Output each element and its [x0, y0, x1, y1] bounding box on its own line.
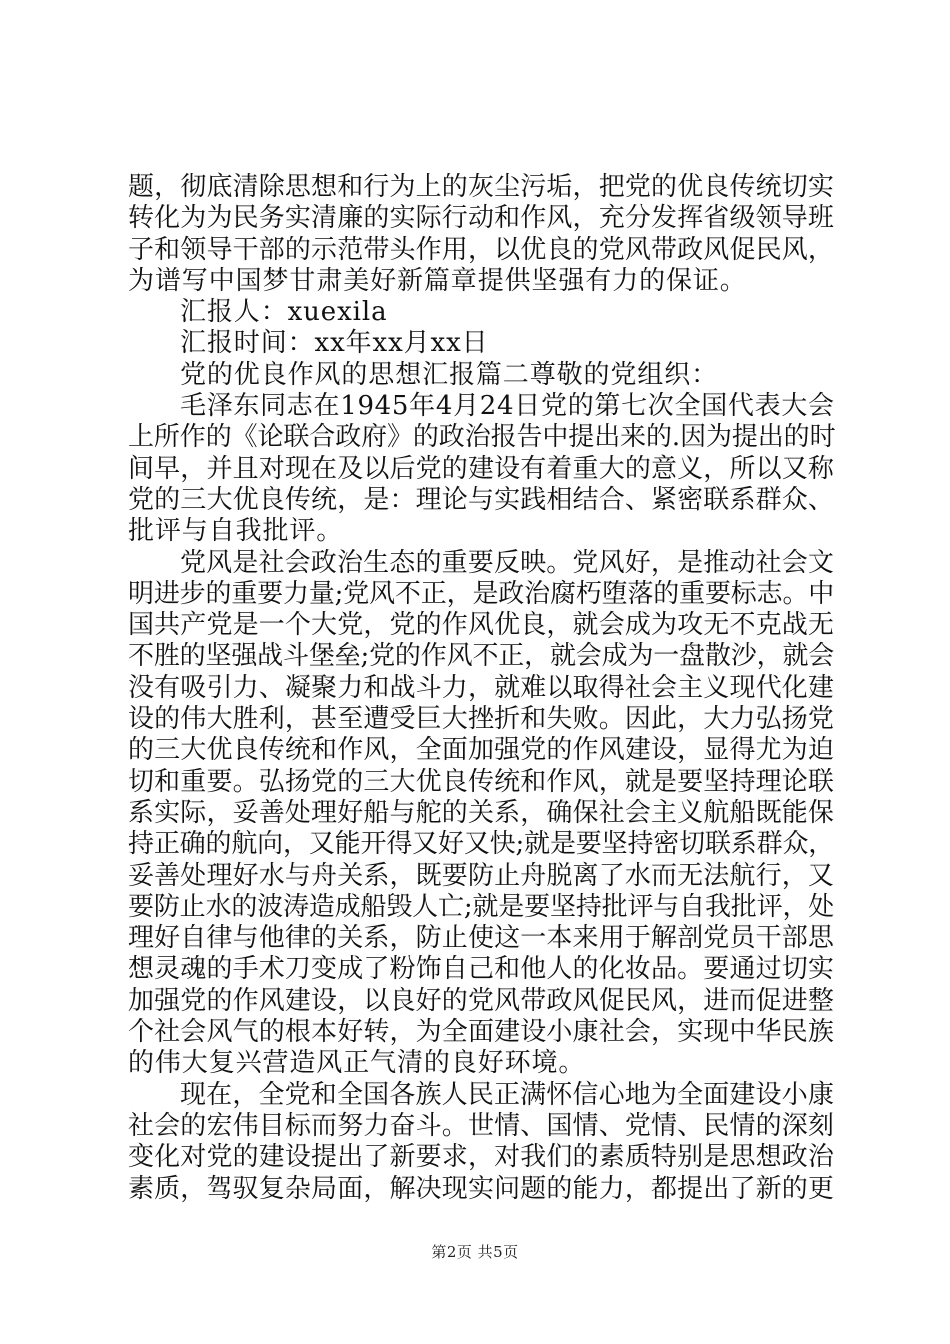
text-line: 间早，并且对现在及以后党的建设有着重大的意义，所以又称: [128, 453, 834, 484]
text-line: 转化为为民务实清廉的实际行动和作风，充分发挥省级领导班: [128, 203, 834, 234]
text-line: 持正确的航向，又能开得又好又快;就是要坚持密切联系群众，: [128, 829, 834, 860]
text-line: 不胜的坚强战斗堡垒;党的作风不正，就会成为一盘散沙，就会: [128, 641, 834, 672]
text-line: 系实际，妥善处理好船与舵的关系，确保社会主义航船既能保: [128, 797, 834, 828]
text-line: 理好自律与他律的关系，防止使这一本来用于解剖党员干部思: [128, 923, 834, 954]
text-line: 上所作的《论联合政府》的政治报告中提出来的.因为提出的时: [128, 422, 836, 453]
text-line: 党风是社会政治生态的重要反映。党风好，是推动社会文: [180, 547, 834, 578]
text-line: 设的伟大胜利，甚至遭受巨大挫折和失败。因此，大力弘扬党: [128, 704, 834, 735]
text-line: 汇报时间：xx年xx月xx日: [180, 328, 489, 359]
text-line: 党的优良作风的思想汇报篇二尊敬的党组织：: [180, 359, 719, 390]
text-line: 题，彻底清除思想和行为上的灰尘污垢，把党的优良传统切实: [128, 172, 834, 202]
text-line: 的伟大复兴营造风正气清的良好环境。: [128, 1048, 586, 1079]
text-line: 批评与自我批评。: [128, 516, 344, 547]
text-line: 素质，驾驭复杂局面，解决现实问题的能力，都提出了新的更: [128, 1173, 834, 1204]
text-line: 想灵魂的手术刀变成了粉饰自己和他人的化妆品。要通过切实: [128, 954, 834, 985]
text-line: 要防止水的波涛造成船毁人亡;就是要坚持批评与自我批评，处: [128, 891, 834, 922]
text-line: 国共产党是一个大党，党的作风优良，就会成为攻无不克战无: [128, 610, 834, 641]
text-line: 现在，全党和全国各族人民正满怀信心地为全面建设小康: [180, 1079, 834, 1110]
text-line: 变化对党的建设提出了新要求，对我们的素质特别是思想政治: [128, 1142, 834, 1173]
text-line: 子和领导干部的示范带头作用，以优良的党风带政风促民风，: [128, 234, 834, 265]
text-line: 切和重要。弘扬党的三大优良传统和作风，就是要坚持理论联: [128, 766, 834, 797]
text-line: 为谱写中国梦甘肃美好新篇章提供坚强有力的保证。: [128, 265, 747, 296]
text-line: 党的三大优良传统，是：理论与实践相结合、紧密联系群众、: [128, 484, 834, 515]
text-line: 毛泽东同志在1945年4月24日党的第七次全国代表大会: [180, 391, 835, 422]
text-line: 加强党的作风建设，以良好的党风带政风促民风，进而促进整: [128, 985, 834, 1016]
text-line: 个社会风气的根本好转，为全面建设小康社会，实现中华民族: [128, 1017, 834, 1048]
text-line: 汇报人：xuexila: [180, 297, 388, 328]
text-line: 没有吸引力、凝聚力和战斗力，就难以取得社会主义现代化建: [128, 672, 834, 703]
text-line: 的三大优良传统和作风，全面加强党的作风建设，显得尤为迫: [128, 735, 834, 766]
page-footer: 第2页 共5页: [431, 1243, 519, 1261]
document-body: [128, 172, 834, 1205]
text-line: 明进步的重要力量;党风不正，是政治腐朽堕落的重要标志。中: [128, 578, 834, 609]
text-line: 社会的宏伟目标而努力奋斗。世情、国情、党情、民情的深刻: [128, 1110, 834, 1141]
text-line: 妥善处理好水与舟关系，既要防止舟脱离了水而无法航行，又: [128, 860, 834, 891]
